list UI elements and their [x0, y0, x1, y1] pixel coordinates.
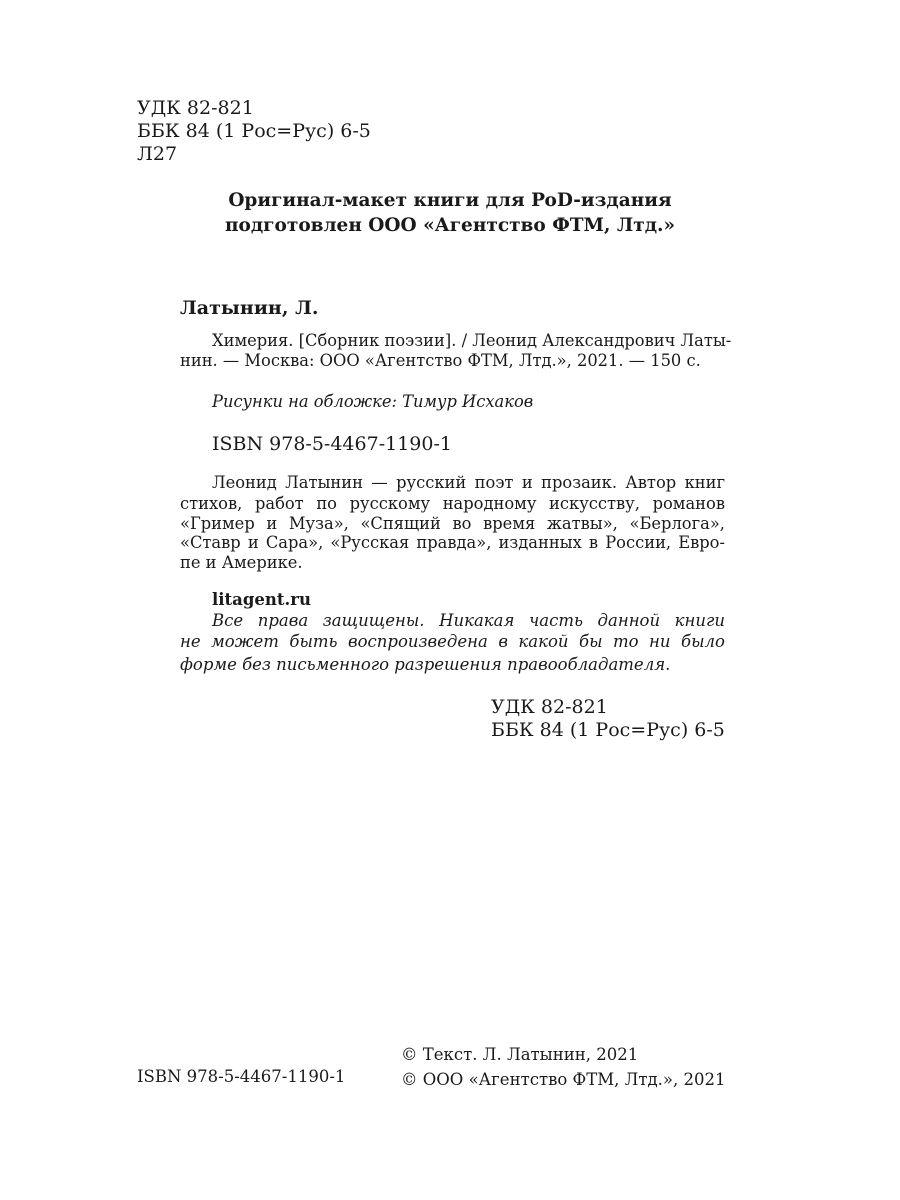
- layout-note: [150, 188, 750, 238]
- site-url: litagent.ru: [212, 590, 311, 609]
- description-line-1: Химерия. [Сборник поэзии]. / Леонид Александрович Латы-: [212, 331, 732, 350]
- annotation-line-5: пе и Америке.: [180, 553, 303, 572]
- classification-block-top: [137, 97, 371, 166]
- isbn-number: ISBN 978-5-4467-1190-1: [212, 433, 452, 455]
- copyright-publisher: © ООО «Агентство ФТМ, Лтд.», 2021: [401, 1070, 726, 1089]
- annotation-line-4: «Ставр и Сара», «Русская правда», изданных в России, Евро-: [180, 533, 725, 552]
- bbk-code-bottom: ББК 84 (1 Рос=Рус) 6-5: [491, 719, 725, 741]
- rights-line-3: форме без письменного разрешения правообладателя.: [180, 655, 671, 674]
- copyright-block: [401, 1042, 726, 1092]
- author-heading: Латынин, Л.: [180, 297, 319, 319]
- annotation-line-2: стихов, работ по русскому народному искусству, романов: [180, 494, 725, 513]
- udk-code-bottom: УДК 82-821: [491, 696, 608, 718]
- bbk-code: ББК 84 (1 Рос=Рус) 6-5: [137, 120, 371, 142]
- annotation-line-3: «Гример и Муза», «Спящий во время жатвы», «Берлога»,: [180, 514, 725, 533]
- footer-isbn: ISBN 978-5-4467-1190-1: [137, 1067, 346, 1086]
- description-line-2: нин. — Москва: ООО «Агентство ФТМ, Лтд.», 2021. — 150 с.: [180, 351, 701, 370]
- layout-note-line-2: подготовлен ООО «Агентство ФТМ, Лтд.»: [224, 215, 676, 236]
- copyright-text: © Текст. Л. Латынин, 2021: [401, 1045, 639, 1064]
- classification-block-bottom: [491, 696, 725, 742]
- author-mark: Л27: [137, 143, 178, 165]
- annotation-line-1: Леонид Латынин — русский поэт и прозаик. Автор книг: [212, 473, 725, 492]
- udk-code: УДК 82-821: [137, 97, 254, 119]
- rights-line-2: не может быть воспроизведена в какой бы то ни было: [180, 632, 725, 651]
- layout-note-line-1: Оригинал-макет книги для PoD-издания: [228, 190, 672, 211]
- illustrations-credit: Рисунки на обложке: Тимур Исхаков: [212, 392, 534, 411]
- rights-line-1: Все права защищены. Никакая часть данной книги: [212, 611, 725, 630]
